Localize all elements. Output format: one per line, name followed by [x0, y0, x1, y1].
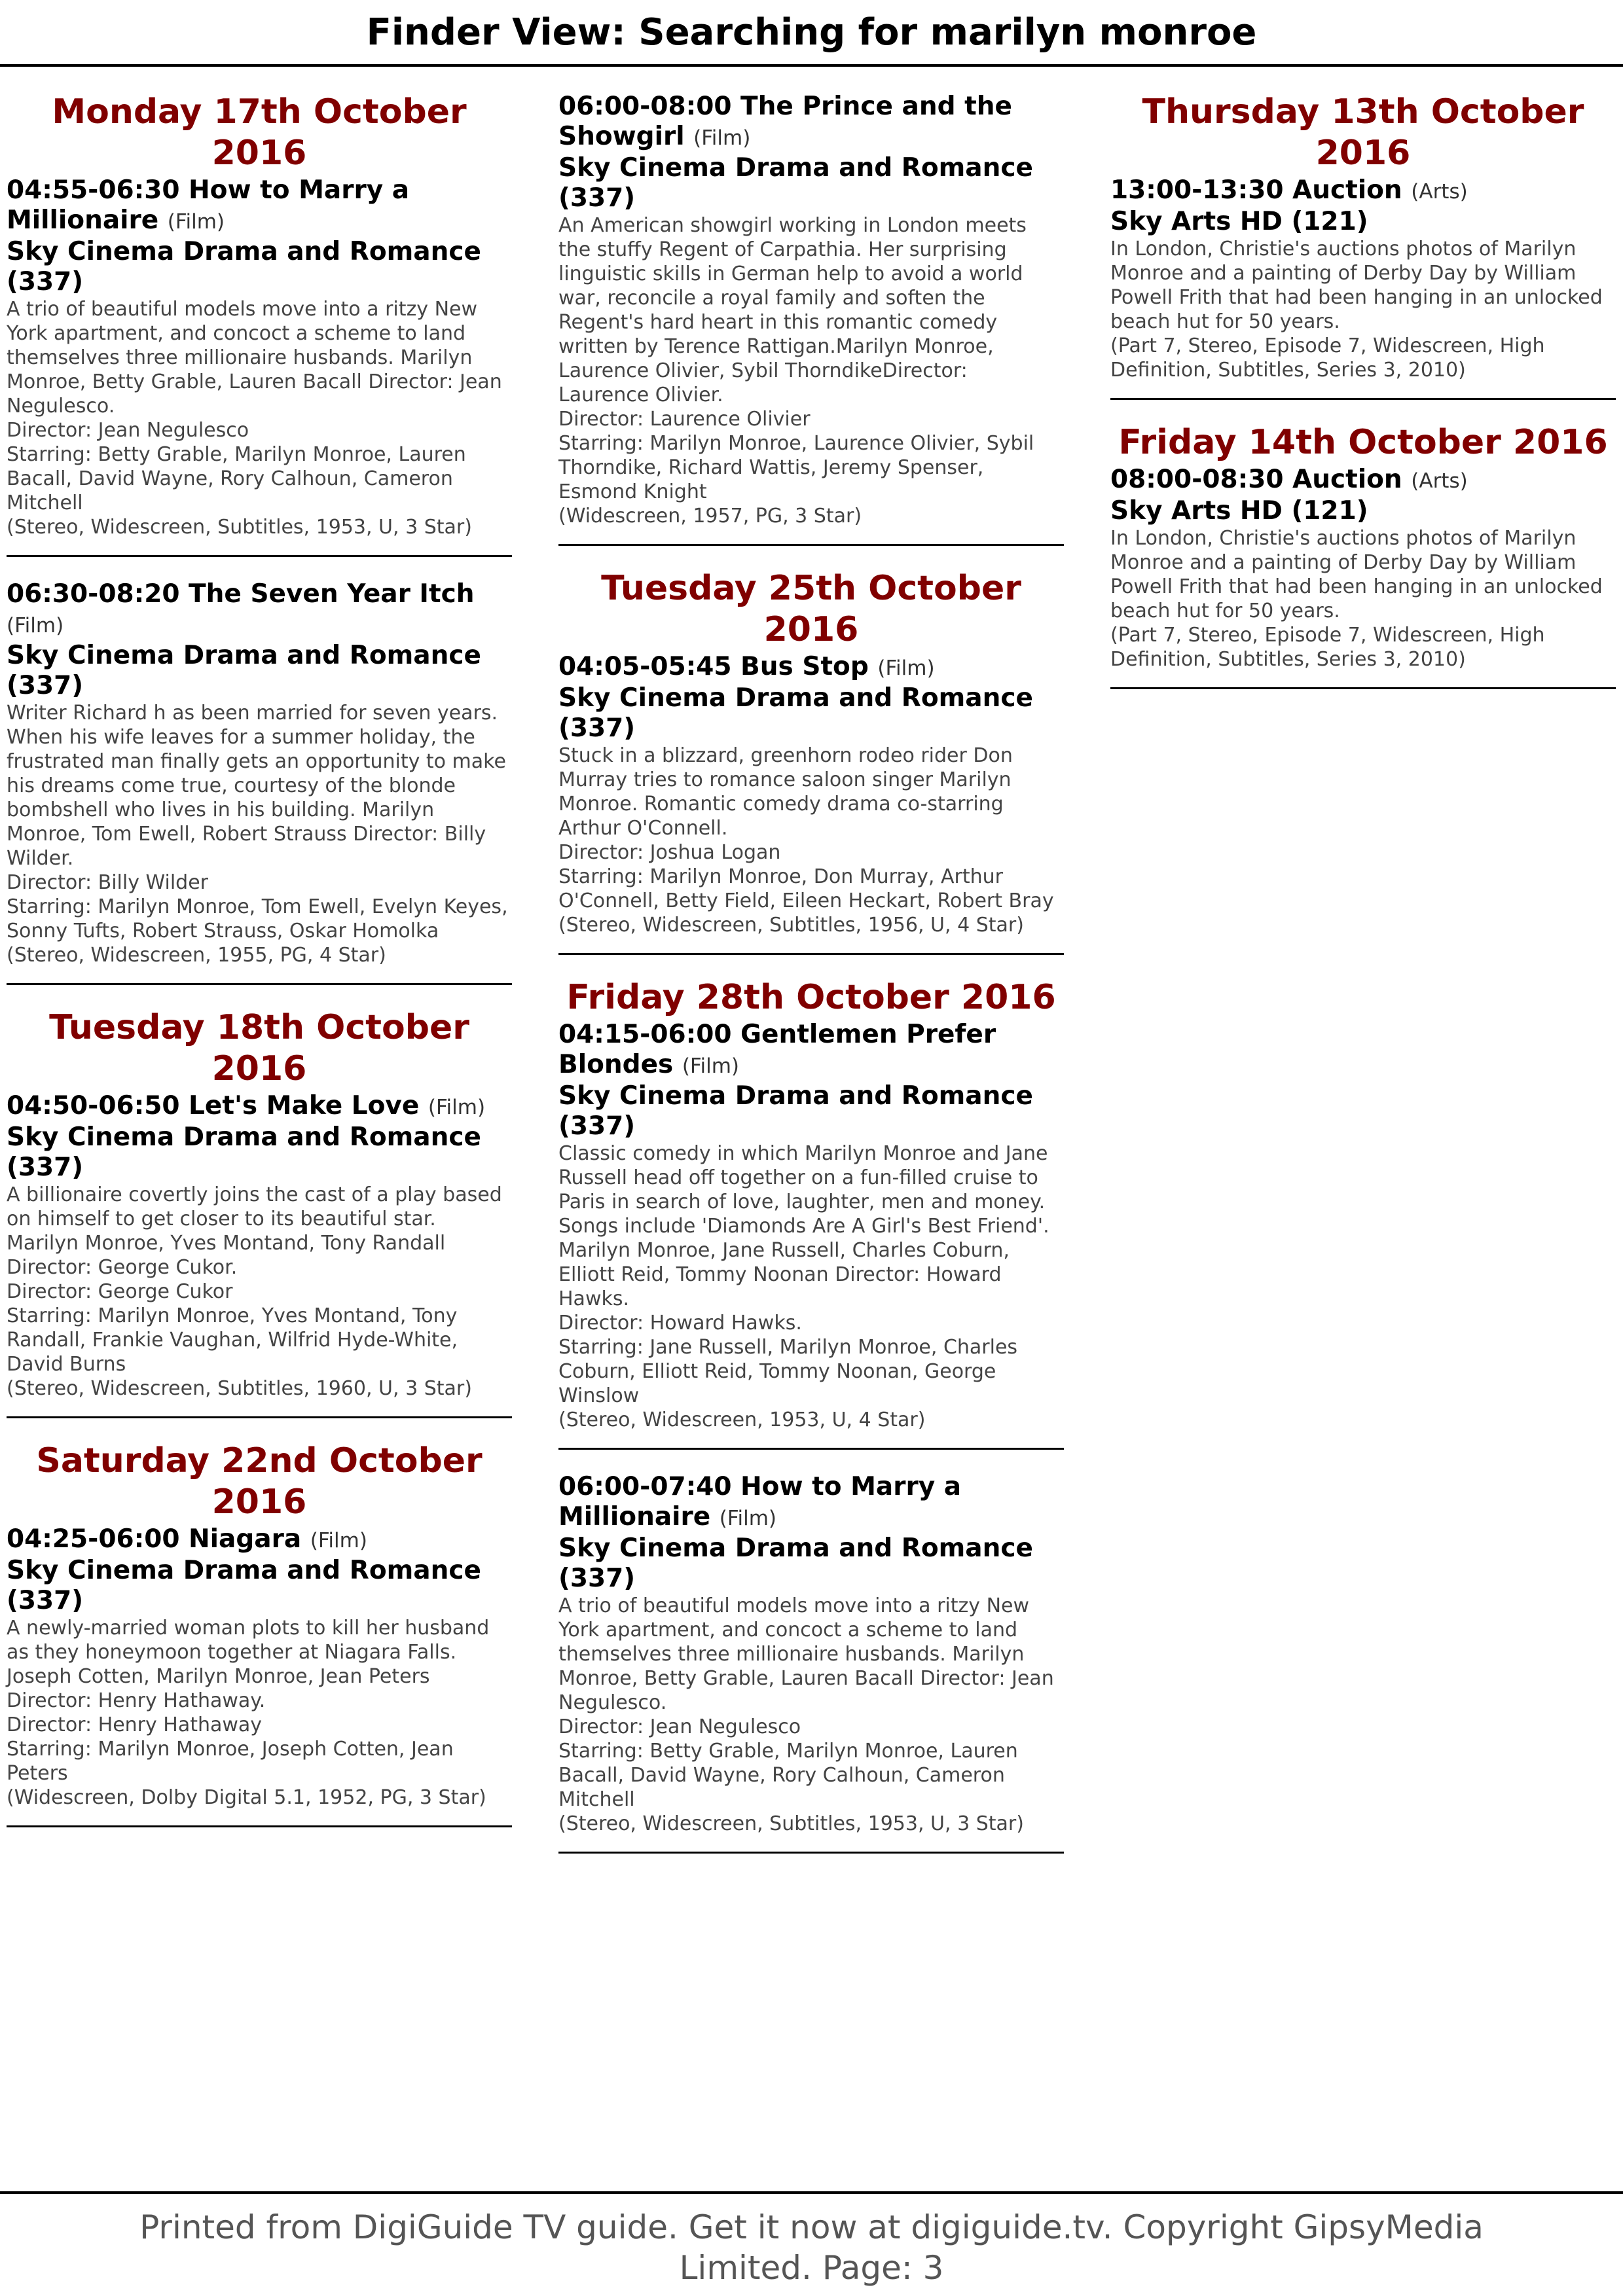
programme-description: Stuck in a blizzard, greenhorn rodeo rider Don Murray tries to romance saloon singer Marilyn Monroe. Romantic comedy drama co-starring Arthur O'Connell. — [558, 744, 1013, 840]
programme-starring: Starring: Marilyn Monroe, Tom Ewell, Evelyn Keyes, Sonny Tufts, Robert Strauss, Oskar Homolka — [7, 895, 508, 942]
programme-description: Writer Richard h as been married for seven years. When his wife leaves for a summer holiday, the frustrated man finally gets an opportunity to make his dreams come true, courtesy of the blonde bombshell who lives in his building. Marilyn Monroe, Tom Ewell, Robert Strauss Director: Billy Wilder. — [7, 702, 506, 870]
programme-director: Director: Jean Negulesco — [558, 1715, 801, 1738]
footer-divider — [0, 2191, 1623, 2194]
programme-genre: (Film) — [7, 614, 64, 637]
programme-meta: (Widescreen, Dolby Digital 5.1, 1952, PG, 3 Star) — [7, 1786, 486, 1809]
programme-meta: (Stereo, Widescreen, Subtitles, 1960, U, 3 Star) — [7, 1377, 472, 1400]
programme-channel: Sky Cinema Drama and Romance (337) — [7, 237, 481, 296]
programme-director: Director: Howard Hawks. — [558, 1312, 802, 1335]
listing-column-2 — [558, 92, 1064, 1876]
programme-time-title: 06:30-08:20 The Seven Year Itch — [7, 579, 475, 609]
day-section — [558, 92, 1064, 546]
programme-time-title: 04:25-06:00 Niagara — [7, 1524, 302, 1554]
programme-time-title: 06:00-07:40 How to Marry a Millionaire — [558, 1472, 962, 1532]
programme-description: A trio of beautiful models move into a ritzy New York apartment, and concoct a scheme to land themselves three millionaire husbands. Marilyn Monroe, Betty Grable, Lauren Bacall Director: Jean Negulesco. — [558, 1594, 1054, 1714]
programme-listing — [558, 652, 1064, 955]
programme-starring: Starring: Betty Grable, Marilyn Monroe, Lauren Bacall, David Wayne, Rory Calhoun, Cameron Mitchell — [7, 443, 466, 514]
programme-channel: Sky Cinema Drama and Romance (337) — [558, 153, 1033, 213]
programme-meta: (Stereo, Widescreen, Subtitles, 1956, U, 4 Star) — [558, 914, 1024, 937]
programme-starring: Starring: Betty Grable, Marilyn Monroe, Lauren Bacall, David Wayne, Rory Calhoun, Cameron Mitchell — [558, 1740, 1018, 1811]
programme-header — [1110, 465, 1616, 496]
day-section — [558, 977, 1064, 1854]
programme-director: Director: Henry Hathaway — [7, 1713, 263, 1736]
programme-meta: (Stereo, Widescreen, Subtitles, 1953, U, 3 Star) — [7, 516, 472, 539]
programme-director: Director: George Cukor — [7, 1280, 233, 1303]
programme-genre: (Arts) — [1411, 180, 1468, 204]
programme-genre: (Arts) — [1411, 469, 1468, 493]
programme-starring: Starring: Marilyn Monroe, Don Murray, Arthur O'Connell, Betty Field, Eileen Heckart, Robert Bray — [558, 865, 1054, 912]
programme-genre: (Film) — [428, 1096, 486, 1119]
programme-channel: Sky Cinema Drama and Romance (337) — [558, 1534, 1033, 1593]
programme-listing — [558, 92, 1064, 546]
programme-genre: (Film) — [877, 656, 935, 680]
programme-genre: (Film) — [693, 126, 751, 150]
day-heading: Tuesday 25th October 2016 — [601, 569, 1021, 649]
day-section — [7, 92, 512, 985]
programme-time-title: 08:00-08:30 Auction — [1110, 465, 1402, 494]
day-section — [7, 1007, 512, 1418]
programme-channel: Sky Arts HD (121) — [1110, 207, 1368, 236]
day-heading: Tuesday 18th October 2016 — [49, 1008, 469, 1088]
programme-listing — [1110, 465, 1616, 689]
programme-meta: (Stereo, Widescreen, Subtitles, 1953, U, 3 Star) — [558, 1812, 1024, 1835]
programme-header — [558, 1020, 1064, 1081]
programme-description: A newly-married woman plots to kill her husband as they honeymoon together at Niagara Falls. Joseph Cotten, Marilyn Monroe, Jean Peters Director: Henry Hathaway. — [7, 1617, 490, 1712]
programme-channel: Sky Cinema Drama and Romance (337) — [7, 641, 481, 700]
programme-header — [558, 652, 1064, 683]
programme-meta: (Stereo, Widescreen, 1953, U, 4 Star) — [558, 1408, 926, 1431]
programme-channel: Sky Cinema Drama and Romance (337) — [7, 1556, 481, 1615]
day-heading: Friday 14th October 2016 — [1118, 423, 1608, 462]
programme-director: Director: Laurence Olivier — [558, 408, 811, 431]
day-heading: Thursday 13th October 2016 — [1142, 92, 1584, 173]
programme-time-title: 06:00-08:00 The Prince and the Showgirl — [558, 92, 1012, 151]
programme-director: Director: Jean Negulesco — [7, 419, 249, 442]
day-heading: Monday 17th October 2016 — [52, 92, 467, 173]
programme-header — [7, 579, 512, 641]
programme-header — [558, 92, 1064, 153]
programme-channel: Sky Cinema Drama and Romance (337) — [558, 1081, 1033, 1141]
programme-header — [1110, 175, 1616, 207]
programme-starring: Starring: Marilyn Monroe, Joseph Cotten, Jean Peters — [7, 1738, 454, 1785]
programme-description: In London, Christie's auctions photos of Marilyn Monroe and a painting of Derby Day by William Powell Frith that had been hanging in an unlocked beach hut for 50 years. — [1110, 238, 1603, 333]
programme-description: An American showgirl working in London meets the stuffy Regent of Carpathia. Her surprising linguistic skills in German help to avoid a world war, reconcile a royal family and soften the Regent's hard heart in this romantic comedy written by Terence Rattigan.Marilyn Monroe, Laurence Olivier, Sybil ThorndikeDirector: Laurence Olivier. — [558, 214, 1027, 406]
programme-meta: (Part 7, Stereo, Episode 7, Widescreen, High Definition, Subtitles, Series 3, 2010) — [1110, 624, 1545, 671]
programme-starring: Starring: Marilyn Monroe, Laurence Olivier, Sybil Thorndike, Richard Wattis, Jeremy Spenser, Esmond Knight — [558, 432, 1034, 503]
programme-time-title: 04:15-06:00 Gentlemen Prefer Blondes — [558, 1020, 996, 1079]
listing-column-1 — [7, 92, 512, 1850]
programme-time-title: 04:50-06:50 Let's Make Love — [7, 1091, 420, 1121]
header-divider — [0, 64, 1623, 67]
page-title: Finder View: Searching for marilyn monroe — [366, 11, 1257, 54]
footer-text: Printed from DigiGuide TV guide. Get it now at digiguide.tv. Copyright GipsyMedia Limited. Page: 3 — [139, 2208, 1484, 2287]
programme-listing — [7, 579, 512, 985]
programme-director: Director: Joshua Logan — [558, 841, 781, 864]
programme-listing — [7, 1091, 512, 1418]
day-section — [7, 1441, 512, 1827]
programme-time-title: 04:05-05:45 Bus Stop — [558, 652, 869, 681]
programme-channel: Sky Arts HD (121) — [1110, 496, 1368, 526]
programme-meta: (Widescreen, 1957, PG, 3 Star) — [558, 505, 862, 528]
programme-listing — [1110, 175, 1616, 400]
day-section — [1110, 422, 1616, 689]
day-heading: Saturday 22nd October 2016 — [36, 1441, 483, 1522]
day-section — [1110, 92, 1616, 400]
programme-description: In London, Christie's auctions photos of Marilyn Monroe and a painting of Derby Day by William Powell Frith that had been hanging in an unlocked beach hut for 50 years. — [1110, 527, 1603, 622]
day-heading: Friday 28th October 2016 — [566, 978, 1056, 1017]
programme-meta: (Stereo, Widescreen, 1955, PG, 4 Star) — [7, 944, 386, 967]
programme-description: Classic comedy in which Marilyn Monroe and Jane Russell head off together on a fun-filled cruise to Paris in search of love, laughter, men and money. Songs include 'Diamonds Are A Girl's Best Friend'. Marilyn Monroe, Jane Russell, Charles Coburn, Elliott Reid, Tommy Noonan Director: Howard Hawks. — [558, 1142, 1049, 1310]
programme-meta: (Part 7, Stereo, Episode 7, Widescreen, High Definition, Subtitles, Series 3, 2010) — [1110, 334, 1545, 382]
programme-header — [7, 1091, 512, 1122]
programme-genre: (Film) — [682, 1054, 739, 1078]
programme-channel: Sky Cinema Drama and Romance (337) — [7, 1122, 481, 1182]
programme-description: A trio of beautiful models move into a ritzy New York apartment, and concoct a scheme to land themselves three millionaire husbands. Marilyn Monroe, Betty Grable, Lauren Bacall Director: Jean Negulesco. — [7, 298, 502, 418]
programme-listing — [558, 1020, 1064, 1450]
programme-header — [558, 1472, 1064, 1534]
programme-listing — [558, 1472, 1064, 1854]
programme-time-title: 04:55-06:30 How to Marry a Millionaire — [7, 175, 410, 235]
programme-description: A billionaire covertly joins the cast of a play based on himself to get closer to its beautiful star. Marilyn Monroe, Yves Montand, Tony Randall Director: George Cukor. — [7, 1183, 502, 1279]
programme-starring: Starring: Jane Russell, Marilyn Monroe, Charles Coburn, Elliott Reid, Tommy Noonan, George Winslow — [558, 1336, 1018, 1407]
programme-genre: (Film) — [719, 1507, 776, 1530]
programme-director: Director: Billy Wilder — [7, 871, 209, 894]
programme-genre: (Film) — [310, 1529, 367, 1552]
programme-header — [7, 175, 512, 237]
programme-listing — [7, 175, 512, 557]
programme-header — [7, 1524, 512, 1556]
day-section — [558, 568, 1064, 955]
programme-channel: Sky Cinema Drama and Romance (337) — [558, 683, 1033, 743]
programme-starring: Starring: Marilyn Monroe, Yves Montand, Tony Randall, Frankie Vaughan, Wilfrid Hyde-White, David Burns — [7, 1304, 458, 1376]
listing-column-3 — [1110, 92, 1616, 711]
programme-listing — [7, 1524, 512, 1827]
programme-time-title: 13:00-13:30 Auction — [1110, 175, 1402, 205]
programme-genre: (Film) — [167, 210, 225, 234]
